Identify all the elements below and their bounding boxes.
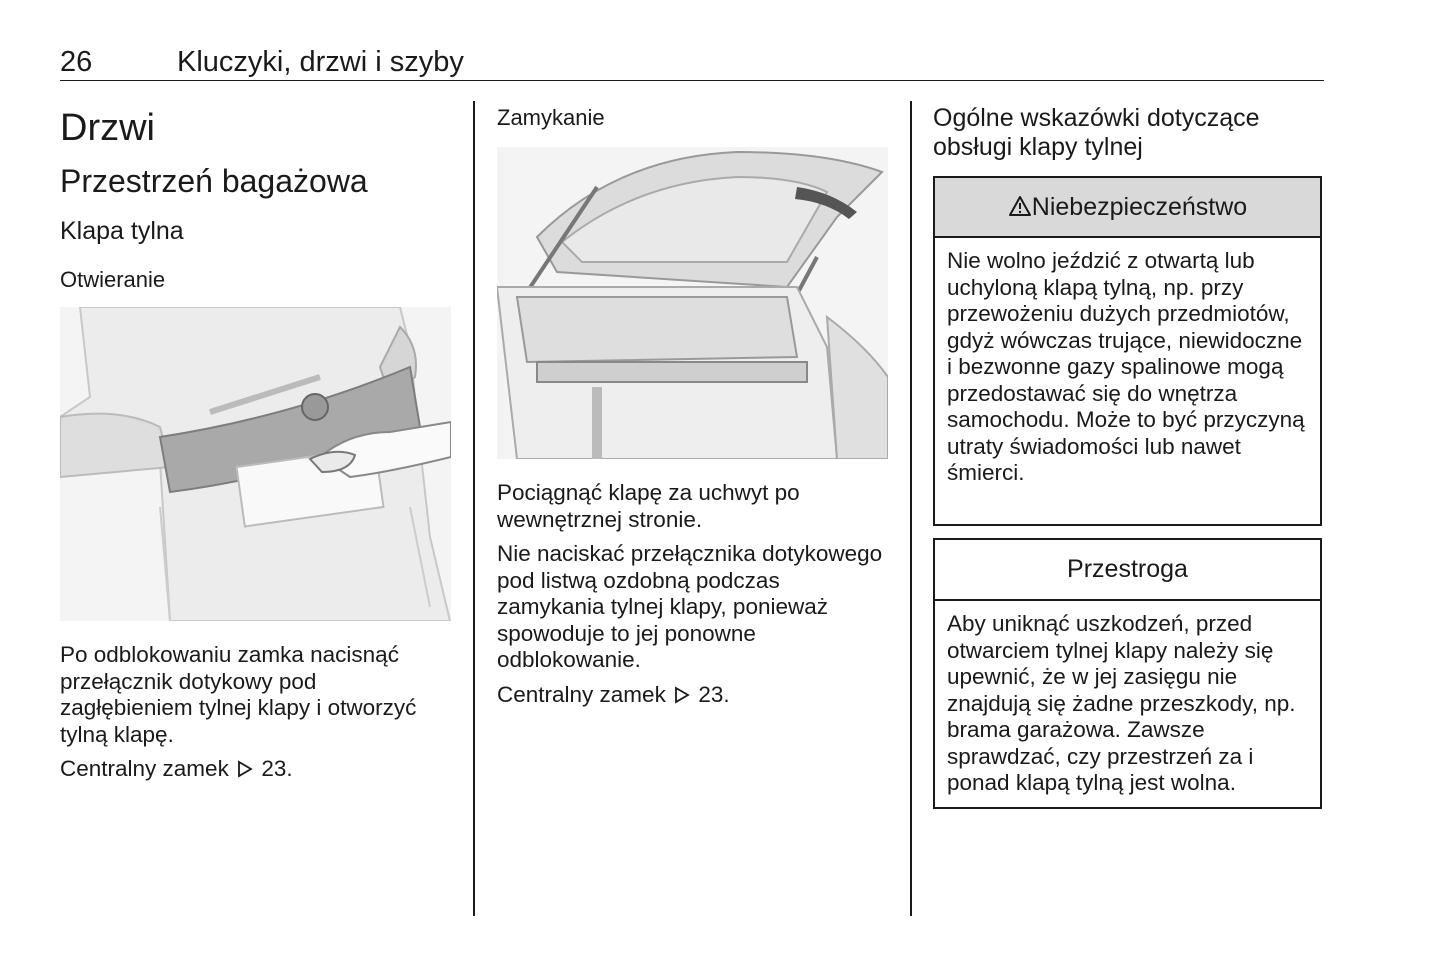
reference-page: 23. bbox=[261, 756, 293, 781]
page-reference-arrow-icon bbox=[674, 686, 690, 704]
subtopic-title: Zamykanie bbox=[497, 105, 605, 130]
tailgate-close-illustration bbox=[497, 147, 888, 459]
reference-text: Centralny zamek bbox=[497, 681, 666, 707]
subsection-title: Przestrzeń bagażowa bbox=[60, 163, 368, 199]
column-divider bbox=[910, 101, 912, 916]
warning-triangle-icon bbox=[1008, 195, 1032, 217]
danger-box bbox=[933, 176, 1322, 526]
general-notes-heading: Ogólne wskazówki dotyczące obsługi klapy tylnej bbox=[933, 104, 1260, 161]
opening-instruction: Po odblokowaniu zamka nacisnąć przełącznik dotykowy pod zagłębieniem tylnej klapy i otworzyć tylną klapę. bbox=[60, 642, 417, 747]
section-title: Drzwi bbox=[60, 107, 155, 149]
tailgate-open-illustration bbox=[60, 307, 451, 621]
column-2-body bbox=[497, 480, 892, 708]
danger-title: Niebezpieczeństwo bbox=[1031, 193, 1248, 221]
caution-box bbox=[933, 538, 1322, 809]
closing-warning: Nie naciskać przełącznika dotykowego pod listwą ozdobną podczas zamykania tylnej klapy, ponieważ spowoduje to jej ponowne odblokowanie. bbox=[497, 541, 883, 672]
danger-text: Nie wolno jeździć z otwartą lub uchyloną klapą tylną, np. przy przewożeniu dużych przedmiotów, gdyż wówczas trujące, niewidoczne i bezwonne gazy spalinowe mogą przedostawać się do wnętrza samochodu. Może to być przyczyną utraty świadomości lub nawet śmierci. bbox=[947, 248, 1305, 485]
tailgate-close-drawing bbox=[497, 147, 888, 459]
caution-title: Przestroga bbox=[935, 540, 1320, 601]
closing-instruction: Pociągnąć klapę za uchwyt po wewnętrznej stronie. bbox=[497, 480, 800, 532]
reference-text: Centralny zamek bbox=[60, 756, 229, 781]
cross-reference bbox=[497, 682, 892, 709]
caution-text: Aby uniknąć uszkodzeń, przed otwarciem tylnej klapy należy się upewnić, że w jej zasięgu nie znajdują się żadne przeszkody, np. brama garażowa. Zawsze sprawdzać, czy przestrzeń za i ponad klapą tylną jest wolna. bbox=[947, 611, 1296, 795]
page-header bbox=[60, 46, 1324, 81]
page-reference-arrow-icon bbox=[237, 760, 253, 778]
page-number: 26 bbox=[60, 46, 93, 78]
danger-box-header bbox=[935, 178, 1320, 238]
topic-title: Klapa tylna bbox=[60, 217, 184, 245]
subtopic-title: Otwieranie bbox=[60, 267, 166, 292]
chapter-title: Kluczyki, drzwi i szyby bbox=[177, 46, 464, 78]
reference-page: 23. bbox=[698, 681, 730, 707]
tailgate-open-drawing bbox=[60, 307, 451, 621]
cross-reference bbox=[60, 756, 455, 783]
column-divider bbox=[473, 101, 475, 916]
column-1-body bbox=[60, 642, 455, 783]
